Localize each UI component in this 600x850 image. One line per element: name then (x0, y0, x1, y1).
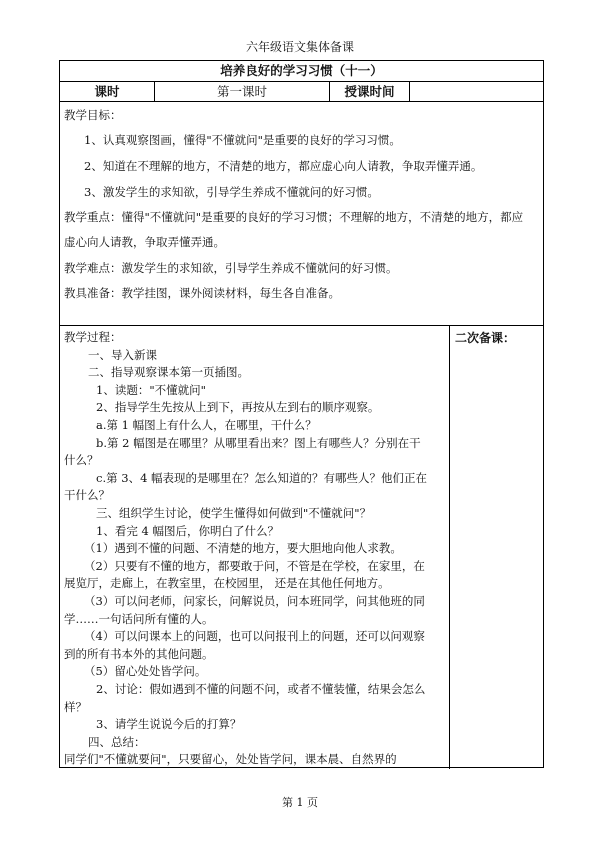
lesson-label: 课时 (60, 82, 155, 101)
lesson-title: 培养良好的学习习惯（十一） (60, 61, 543, 82)
goals-line: 3、激发学生的求知欲，引导学生养成不懂就问的好习惯。 (84, 185, 379, 199)
time-label: 授课时间 (330, 82, 410, 101)
process-line: 1、看完 4 幅图后，你明白了什么？ (96, 523, 279, 538)
process-line: （3）可以问老师，问家长，问解说员，问本班同学，问其他班的同 (84, 594, 425, 608)
process-line: c.第 3、4 幅表现的是哪里在？怎么知道的？有哪些人？他们正在 (96, 470, 428, 485)
lesson-plan-table (59, 60, 544, 768)
process-line: 同学们"不懂就要问"，只要留心，处处皆学问，课本晨、自然界的 (64, 752, 397, 767)
process-line: b.第 2 幅图是在哪里？从哪里看出来？图上有哪些人？分别在干 (96, 435, 421, 450)
process-line: 2、讨论：假如遇到不懂的问题不问，或者不懂装懂，结果会怎么 (96, 682, 426, 696)
second-prep-column (449, 325, 543, 769)
goals-line: 教学重点：懂得"不懂就问"是重要的良好的学习习惯；不理解的地方，不清楚的地方，都应 (64, 210, 524, 224)
goals-line: 1、认真观察图画，懂得"不懂就问"是重要的良好的学习习惯。 (84, 133, 401, 147)
process-line: 干什么？ (64, 488, 110, 503)
document-header: 六年级语文集体备课 (245, 40, 354, 54)
process-line: 展览厅，走廊上，在教室里，在校园里， 还是在其他任何地方。 (64, 576, 390, 591)
process-line: 样？ (64, 699, 87, 714)
second-prep-title: 二次备课： (455, 331, 516, 345)
process-line: 1、读题："不懂就问" (96, 382, 206, 397)
lesson-value: 第一课时 (155, 82, 330, 101)
process-line: 四、总结： (88, 734, 146, 749)
process-line: 学……一句话问所有懂的人。 (64, 611, 214, 626)
goals-line: 虚心向人请教，争取弄懂弄通。 (64, 235, 225, 249)
goals-line: 教学难点：激发学生的求知欲，引导学生养成不懂就问的好习惯。 (64, 261, 398, 275)
process-line: 3、请学生说说今后的打算？ (96, 717, 242, 732)
process-line: 什么？ (64, 453, 99, 468)
process-line: 2、指导学生先按从上到下，再按从左到右的顺序观察。 (96, 400, 380, 415)
process-line: 一、导入新课 (88, 347, 157, 362)
goals-section (60, 102, 543, 326)
page-footer: 第 1 页 (282, 796, 318, 809)
goals-line: 教学目标： (64, 108, 122, 122)
goals-line: 2、知道在不理解的地方，不清楚的地方，都应虚心向人请教，争取弄懂弄通。 (84, 159, 483, 173)
goals-line: 教具准备：教学挂图，课外阅读材料，每生各自准备。 (64, 286, 340, 300)
process-section (60, 325, 450, 769)
process-line: （4）可以问课本上的问题，也可以问报刊上的问题，还可以问观察 (84, 629, 425, 644)
process-line: （2）只要有不懂的地方，都要敢于问，不管是在学校，在家里，在 (84, 558, 425, 573)
process-line: 三、组织学生讨论，使学生懂得如何做到"不懂就问"？ (96, 506, 372, 520)
process-line: 二、指导观察课本第一页插图。 (88, 365, 249, 380)
time-value (410, 82, 543, 101)
process-line: 到的所有书本外的其他问题。 (64, 646, 214, 661)
process-line: a.第 1 幅图上有什么人，在哪里，干什么？ (96, 418, 317, 432)
process-line: 教学过程： (64, 330, 122, 344)
process-line: （1）遇到不懂的问题、不清楚的地方，要大胆地向他人求教。 (84, 541, 402, 556)
meta-row (60, 82, 543, 102)
process-line: （5）留心处处皆学问。 (84, 664, 207, 679)
